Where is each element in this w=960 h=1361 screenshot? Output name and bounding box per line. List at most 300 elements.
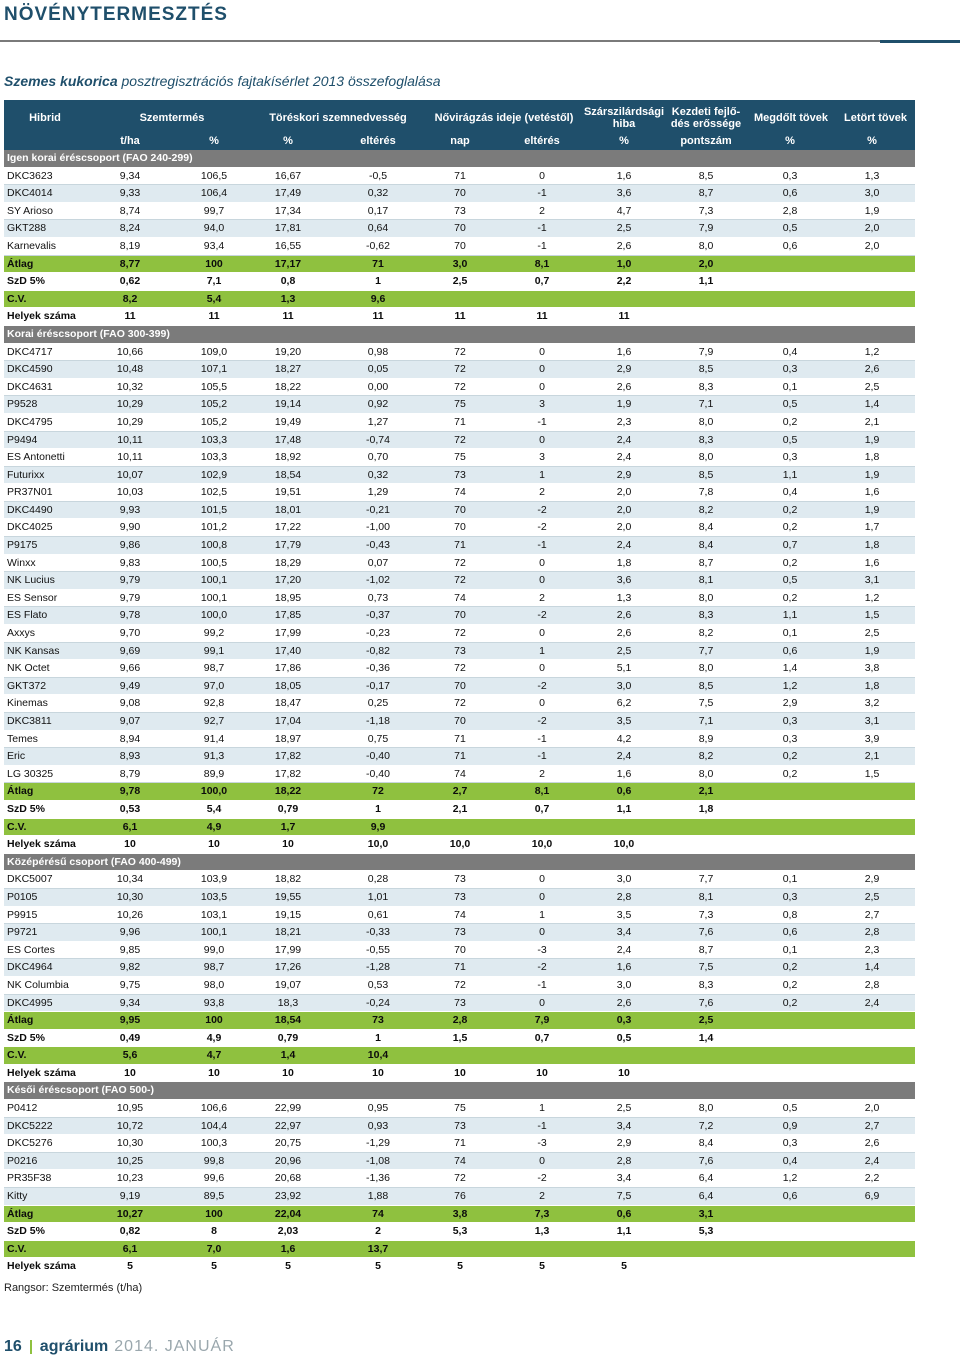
- value-cell: 9,69: [119, 644, 141, 657]
- value-cell: 1,2: [782, 679, 798, 692]
- unit-elteres-1: eltérés: [360, 135, 396, 147]
- value-cell: 17,99: [274, 627, 302, 640]
- value-cell: 75: [454, 1102, 466, 1115]
- value-cell: 10,0: [449, 838, 471, 851]
- value-cell: 10: [618, 1066, 630, 1079]
- value-cell: 8,4: [698, 539, 714, 552]
- value-cell: 3: [539, 398, 545, 411]
- value-cell: 9,6: [370, 292, 386, 305]
- unit-pct-4: %: [785, 135, 795, 147]
- table-row: [4, 537, 915, 555]
- value-cell: 0,5: [782, 222, 798, 235]
- value-cell: 70: [454, 222, 466, 235]
- value-cell: 2,5: [616, 644, 632, 657]
- value-cell: 7,9: [534, 1014, 550, 1027]
- value-cell: 6,1: [122, 1242, 138, 1255]
- group-header-row: [4, 326, 915, 344]
- value-cell: 3,1: [698, 1207, 714, 1220]
- value-cell: 9,85: [119, 943, 141, 956]
- value-cell: 8,5: [698, 169, 714, 182]
- footer-divider: [30, 1340, 32, 1354]
- hybrid-name: DKC4964: [7, 961, 53, 974]
- table-row: [4, 871, 915, 889]
- summary-row: [4, 1241, 915, 1259]
- value-cell: 0,8: [782, 908, 798, 921]
- value-cell: -1,28: [366, 961, 390, 974]
- hybrid-name: DKC4795: [7, 415, 53, 428]
- value-cell: 0,70: [367, 451, 389, 464]
- header-megdolt-tovek: Megdőlt tövek: [754, 112, 828, 124]
- value-cell: 2: [539, 767, 545, 780]
- value-cell: 71: [454, 1137, 466, 1150]
- value-cell: 7,7: [698, 644, 714, 657]
- value-cell: 8,1: [698, 574, 714, 587]
- value-cell: 3,2: [864, 697, 880, 710]
- value-cell: 2,9: [864, 873, 880, 886]
- value-cell: 1,01: [367, 890, 389, 903]
- value-cell: 9,34: [119, 169, 141, 182]
- hybrid-name: DKC4717: [7, 345, 53, 358]
- value-cell: -2: [537, 1172, 547, 1185]
- value-cell: 7,9: [698, 345, 714, 358]
- value-cell: 0,9: [782, 1119, 798, 1132]
- value-cell: 0,5: [782, 1102, 798, 1115]
- summary-row: [4, 256, 915, 274]
- table-row: [4, 361, 915, 379]
- table-row: [4, 713, 915, 731]
- value-cell: 18,47: [274, 697, 302, 710]
- value-cell: 92,7: [203, 715, 225, 727]
- value-cell: 2,9: [782, 697, 798, 710]
- value-cell: 17,40: [274, 644, 302, 657]
- hybrid-name: C.V.: [7, 1242, 27, 1255]
- value-cell: 8,3: [698, 380, 714, 393]
- value-cell: 1,6: [616, 767, 632, 780]
- value-cell: 10,26: [116, 908, 144, 921]
- value-cell: 0,7: [782, 539, 798, 552]
- value-cell: 7,9: [698, 222, 714, 235]
- summary-row: [4, 1012, 915, 1030]
- value-cell: 18,54: [274, 468, 302, 481]
- value-cell: 72: [372, 785, 384, 798]
- value-cell: 9,79: [119, 591, 141, 604]
- value-cell: 0,2: [782, 961, 798, 974]
- value-cell: 73: [372, 1014, 384, 1027]
- value-cell: 4,2: [616, 732, 632, 745]
- value-cell: 0,1: [782, 873, 798, 886]
- hybrid-name: ES Flato: [7, 609, 48, 622]
- ranking-note: Rangsor: Szemtermés (t/ha): [4, 1282, 143, 1294]
- value-cell: 0,7: [534, 1031, 550, 1044]
- table-row: [4, 889, 915, 907]
- value-cell: 72: [454, 1172, 466, 1185]
- value-cell: 0,73: [367, 591, 389, 604]
- value-cell: 17,81: [274, 222, 302, 235]
- value-cell: 8,4: [698, 521, 714, 534]
- value-cell: 0,53: [367, 978, 389, 991]
- value-cell: -1: [537, 187, 547, 200]
- value-cell: 18,29: [274, 556, 302, 569]
- value-cell: -0,40: [366, 767, 390, 780]
- value-cell: 11: [536, 310, 548, 323]
- value-cell: 0,5: [616, 1031, 632, 1044]
- value-cell: 0,64: [367, 222, 389, 235]
- value-cell: 2,5: [616, 1102, 632, 1115]
- value-cell: 10,0: [531, 838, 553, 851]
- value-cell: 8,9: [698, 732, 714, 745]
- value-cell: 0,6: [616, 785, 632, 798]
- value-cell: 0,3: [782, 732, 798, 745]
- value-cell: 5: [539, 1260, 545, 1273]
- value-cell: 22,97: [274, 1119, 302, 1132]
- value-cell: 0: [539, 627, 545, 640]
- value-cell: 1,1: [782, 609, 798, 622]
- value-cell: 3,0: [616, 873, 632, 886]
- value-cell: 10,34: [116, 873, 144, 886]
- value-cell: 1,3: [280, 292, 296, 305]
- value-cell: 2,8: [616, 1154, 632, 1167]
- table-row: [4, 1170, 915, 1188]
- table-row: [4, 907, 915, 925]
- value-cell: 105,5: [200, 380, 228, 393]
- value-cell: 9,34: [119, 996, 141, 1009]
- table-row: [4, 220, 915, 238]
- value-cell: 1,6: [616, 169, 632, 182]
- value-cell: 73: [454, 204, 466, 217]
- value-cell: 0,2: [782, 996, 798, 1009]
- value-cell: 0,5: [782, 398, 798, 411]
- value-cell: 8,77: [119, 257, 141, 270]
- hybrid-name: Kinemas: [7, 697, 48, 710]
- value-cell: 8,2: [698, 750, 714, 763]
- value-cell: 1,6: [616, 345, 632, 358]
- value-cell: 0,61: [367, 908, 389, 921]
- value-cell: 0,32: [367, 187, 389, 200]
- value-cell: 7,5: [698, 697, 714, 710]
- value-cell: 72: [454, 433, 466, 446]
- hybrid-name: Átlag: [7, 1014, 34, 1027]
- unit-pct-1: %: [209, 135, 219, 147]
- value-cell: 3,6: [616, 187, 632, 200]
- value-cell: 7,2: [698, 1119, 714, 1132]
- value-cell: -0,62: [366, 239, 390, 252]
- value-cell: 106,6: [200, 1102, 228, 1115]
- value-cell: 3,4: [616, 926, 632, 939]
- group-label: Középérésű csoport (FAO 400-499): [7, 855, 181, 868]
- value-cell: 17,04: [274, 715, 302, 727]
- value-cell: 8,0: [698, 239, 714, 252]
- value-cell: 7,0: [206, 1242, 222, 1255]
- unit-pct-2: %: [283, 135, 293, 147]
- value-cell: 70: [454, 679, 466, 692]
- hybrid-name: DKC4631: [7, 380, 53, 393]
- value-cell: 0: [539, 169, 545, 182]
- value-cell: 1,2: [864, 591, 880, 604]
- summary-row: [4, 1030, 915, 1048]
- value-cell: 17,49: [274, 187, 302, 200]
- value-cell: 1,9: [616, 398, 632, 411]
- value-cell: 100,0: [200, 609, 228, 622]
- value-cell: 3,4: [616, 1119, 632, 1132]
- value-cell: 10,95: [116, 1102, 144, 1115]
- value-cell: 8,0: [698, 591, 714, 604]
- value-cell: 2,7: [864, 908, 880, 921]
- value-cell: 8,1: [534, 257, 550, 270]
- value-cell: 0: [539, 926, 545, 939]
- value-cell: 20,68: [274, 1172, 302, 1185]
- value-cell: 10,11: [117, 451, 143, 464]
- value-cell: 1,1: [616, 802, 632, 815]
- value-cell: 0,2: [782, 978, 798, 991]
- value-cell: -0,74: [366, 433, 390, 446]
- value-cell: 2,8: [864, 926, 880, 939]
- value-cell: 1,7: [864, 521, 880, 534]
- value-cell: -1,02: [366, 574, 390, 587]
- value-cell: 9,9: [370, 820, 386, 833]
- value-cell: -1: [537, 750, 547, 763]
- hybrid-name: SY Arioso: [7, 204, 53, 217]
- value-cell: 1,29: [367, 486, 389, 499]
- value-cell: 73: [454, 873, 466, 886]
- value-cell: 7,6: [698, 926, 714, 939]
- value-cell: 74: [454, 486, 466, 499]
- value-cell: 1,6: [864, 486, 880, 499]
- value-cell: 17,86: [274, 662, 302, 675]
- value-cell: 5: [285, 1260, 291, 1273]
- table-row: [4, 1118, 915, 1136]
- value-cell: 2,6: [864, 363, 880, 376]
- value-cell: 74: [454, 1154, 466, 1167]
- value-cell: 20,75: [274, 1137, 302, 1150]
- value-cell: -0,33: [366, 926, 390, 939]
- value-cell: 72: [454, 556, 466, 569]
- value-cell: 7,1: [698, 398, 714, 411]
- value-cell: 2,2: [616, 275, 632, 288]
- value-cell: 3,6: [616, 574, 632, 587]
- value-cell: 2,7: [452, 785, 468, 798]
- value-cell: 5: [127, 1260, 133, 1273]
- table-row: [4, 766, 915, 784]
- value-cell: 0,93: [367, 1119, 389, 1132]
- value-cell: 72: [454, 697, 466, 710]
- value-cell: 1,8: [698, 802, 714, 815]
- value-cell: -1: [537, 415, 547, 428]
- value-cell: 0: [539, 380, 545, 393]
- value-cell: 9,83: [119, 556, 141, 569]
- value-cell: 10,0: [613, 838, 635, 851]
- value-cell: 100: [205, 257, 223, 270]
- summary-row: [4, 273, 915, 291]
- value-cell: 8,0: [698, 662, 714, 675]
- hybrid-name: Átlag: [7, 257, 34, 270]
- value-cell: 10: [282, 838, 294, 851]
- hybrid-name: Helyek száma: [7, 1066, 76, 1079]
- value-cell: 1: [539, 468, 545, 481]
- table-body: [4, 150, 915, 1276]
- value-cell: 0: [539, 433, 545, 446]
- value-cell: 0,92: [367, 398, 389, 411]
- table-row: [4, 238, 915, 256]
- value-cell: 0,17: [367, 204, 389, 217]
- summary-row: [4, 783, 915, 801]
- value-cell: -2: [537, 961, 547, 974]
- hybrid-name: Temes: [7, 732, 38, 745]
- value-cell: 7,3: [534, 1207, 550, 1220]
- value-cell: 0,4: [782, 486, 798, 499]
- title-rule: [0, 40, 960, 42]
- value-cell: 10,03: [116, 486, 144, 499]
- value-cell: 1,8: [864, 451, 880, 464]
- value-cell: 0,79: [277, 1031, 299, 1044]
- value-cell: 8,7: [698, 187, 714, 200]
- value-cell: 7,5: [616, 1190, 632, 1203]
- value-cell: 3: [539, 451, 545, 464]
- value-cell: 8,74: [119, 204, 141, 217]
- value-cell: 93,4: [203, 239, 225, 252]
- value-cell: 2,6: [616, 239, 632, 252]
- value-cell: 8,4: [698, 1137, 714, 1150]
- value-cell: 2,4: [616, 750, 632, 763]
- value-cell: 3,5: [616, 908, 632, 921]
- value-cell: 8,3: [698, 978, 714, 991]
- value-cell: 0,25: [367, 697, 389, 710]
- header-szemnedvesseg: Töréskori szemnedvesség: [269, 112, 407, 124]
- value-cell: 0,3: [782, 451, 798, 464]
- value-cell: 2,0: [864, 1102, 880, 1115]
- value-cell: 2,4: [616, 433, 632, 446]
- header-szarszilardsag: Szárszilárdsági hiba: [583, 106, 665, 130]
- value-cell: 74: [372, 1207, 384, 1220]
- value-cell: 1,5: [864, 767, 880, 780]
- value-cell: 2,3: [864, 943, 880, 956]
- value-cell: 18,95: [274, 591, 302, 604]
- hybrid-name: ES Antonetti: [7, 451, 65, 464]
- hybrid-name: DKC4490: [7, 503, 53, 516]
- value-cell: 4,7: [206, 1049, 222, 1062]
- hybrid-name: NK Columbia: [7, 978, 69, 991]
- value-cell: 72: [454, 978, 466, 991]
- value-cell: 1,6: [864, 556, 880, 569]
- value-cell: 100,3: [200, 1137, 228, 1150]
- hybrid-name: DKC4995: [7, 996, 53, 1009]
- value-cell: 89,5: [203, 1190, 225, 1203]
- header-letort-tovek: Letört tövek: [844, 112, 907, 124]
- value-cell: 72: [454, 380, 466, 393]
- value-cell: 11: [618, 310, 630, 323]
- value-cell: 1,4: [280, 1049, 296, 1062]
- value-cell: 7,6: [698, 996, 714, 1009]
- value-cell: 1: [375, 1031, 381, 1044]
- value-cell: 4,7: [616, 204, 632, 217]
- value-cell: 0,2: [782, 521, 798, 534]
- value-cell: 97,0: [203, 679, 225, 692]
- value-cell: 9,96: [119, 926, 141, 939]
- group-header-row: [4, 150, 915, 168]
- value-cell: 2,2: [864, 1172, 880, 1185]
- value-cell: 0,79: [277, 802, 299, 815]
- table-row: [4, 344, 915, 362]
- value-cell: 9,07: [119, 715, 141, 727]
- value-cell: 5,4: [206, 292, 222, 305]
- value-cell: 3,0: [864, 187, 880, 200]
- value-cell: 2,8: [616, 890, 632, 903]
- value-cell: 2,6: [616, 627, 632, 640]
- value-cell: 8,7: [698, 943, 714, 956]
- value-cell: 18,92: [274, 451, 302, 464]
- value-cell: -1: [537, 539, 547, 552]
- value-cell: 5: [375, 1260, 381, 1273]
- value-cell: 2,4: [616, 451, 632, 464]
- value-cell: 8,2: [698, 503, 714, 516]
- value-cell: 2,1: [864, 750, 880, 763]
- value-cell: 19,20: [274, 345, 302, 358]
- value-cell: 5,3: [452, 1225, 468, 1238]
- value-cell: -1: [537, 1119, 547, 1132]
- value-cell: 2,1: [698, 785, 714, 798]
- value-cell: 73: [454, 1119, 466, 1132]
- table-row: [4, 660, 915, 678]
- value-cell: 0: [539, 873, 545, 886]
- value-cell: 1,1: [616, 1225, 632, 1238]
- value-cell: 6,1: [122, 820, 138, 833]
- value-cell: 0: [539, 662, 545, 675]
- value-cell: 7,1: [698, 715, 714, 727]
- value-cell: 70: [454, 187, 466, 200]
- value-cell: 3,0: [452, 257, 468, 270]
- value-cell: 0,3: [782, 1137, 798, 1150]
- value-cell: 2,6: [616, 380, 632, 393]
- value-cell: 0: [539, 890, 545, 903]
- value-cell: 7,3: [698, 204, 714, 217]
- value-cell: 70: [454, 609, 466, 622]
- value-cell: 91,4: [203, 732, 225, 745]
- value-cell: 2,6: [616, 996, 632, 1009]
- value-cell: 8,5: [698, 363, 714, 376]
- group-label: Igen korai éréscsoport (FAO 240-299): [7, 152, 193, 164]
- table-row: [4, 432, 915, 450]
- group-header-row: [4, 854, 915, 872]
- value-cell: 0,28: [367, 873, 389, 886]
- value-cell: 10,30: [116, 1137, 144, 1150]
- value-cell: 1,3: [864, 169, 880, 182]
- value-cell: 5: [457, 1260, 463, 1273]
- value-cell: -2: [537, 715, 547, 727]
- value-cell: 102,5: [200, 486, 228, 499]
- value-cell: 2,5: [452, 275, 468, 288]
- hybrid-name: LG 30325: [7, 767, 54, 780]
- value-cell: 91,3: [203, 750, 225, 763]
- value-cell: 102,9: [200, 468, 228, 481]
- value-cell: -2: [537, 521, 547, 534]
- value-cell: 2,8: [864, 978, 880, 991]
- value-cell: 2,8: [782, 204, 798, 217]
- value-cell: 100,5: [200, 556, 228, 569]
- value-cell: 11: [372, 310, 384, 323]
- value-cell: 0,75: [367, 732, 389, 745]
- hybrid-name: P9494: [7, 433, 38, 446]
- value-cell: 1,6: [616, 961, 632, 974]
- value-cell: 0,2: [782, 556, 798, 569]
- value-cell: 1,9: [864, 644, 880, 657]
- value-cell: 0,3: [782, 890, 798, 903]
- value-cell: 16,55: [274, 239, 302, 252]
- table-row: [4, 396, 915, 414]
- value-cell: 72: [454, 574, 466, 587]
- value-cell: 5,4: [206, 802, 222, 815]
- value-cell: 19,14: [274, 398, 302, 411]
- table-row: [4, 1135, 915, 1153]
- value-cell: 0,6: [782, 644, 798, 657]
